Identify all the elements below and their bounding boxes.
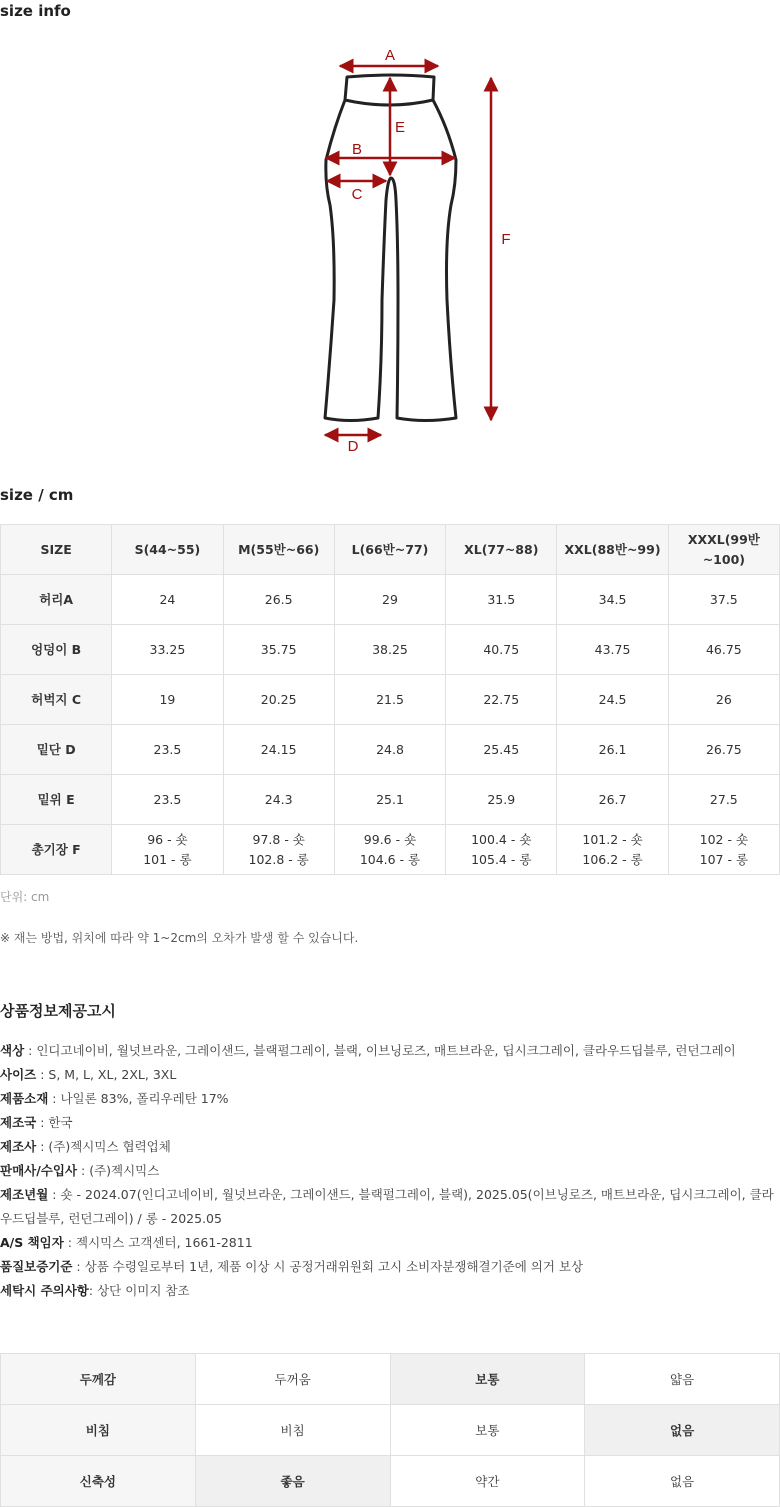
notice-sep: : <box>77 1163 90 1178</box>
product-notice-title: 상품정보제공고시 <box>0 1002 116 1020</box>
table-cell <box>334 825 445 875</box>
label-c: C <box>351 186 363 203</box>
pants-measurement-diagram <box>0 40 780 460</box>
size-info-title: size info <box>0 2 71 20</box>
measurement-arrows <box>325 66 491 435</box>
size-header-cell: XXL(88반~99) <box>557 525 668 575</box>
table-cell: 34.5 <box>557 575 668 625</box>
table-cell: 23.5 <box>112 775 223 825</box>
attribute-row <box>1 1456 780 1507</box>
table-cell: 25.1 <box>334 775 445 825</box>
notice-sep: : <box>24 1043 37 1058</box>
table-row <box>1 725 780 775</box>
notice-value: 나일론 83%, 폴리우레탄 17% <box>60 1091 229 1106</box>
table-cell: 35.75 <box>223 625 334 675</box>
row-label: 허벅지 C <box>1 675 112 725</box>
table-cell: 23.5 <box>112 725 223 775</box>
table-cell: 19 <box>112 675 223 725</box>
table-cell <box>668 825 779 875</box>
notice-label: 제조국 <box>0 1115 37 1130</box>
notice-item <box>0 1279 780 1303</box>
table-cell: 43.75 <box>557 625 668 675</box>
short-length: 97.8 - 숏 <box>252 831 305 847</box>
attribute-label: 비침 <box>1 1405 196 1456</box>
long-length: 104.6 - 롱 <box>359 851 421 867</box>
notice-item <box>0 1087 780 1111</box>
table-row <box>1 675 780 725</box>
row-label: 허리A <box>1 575 112 625</box>
short-length: 101.2 - 숏 <box>582 831 643 847</box>
notice-item <box>0 1231 780 1255</box>
table-row <box>1 575 780 625</box>
table-cell <box>223 825 334 875</box>
attribute-option-selected: 보통 <box>390 1354 585 1405</box>
table-cell: 24.8 <box>334 725 445 775</box>
table-cell: 24.5 <box>557 675 668 725</box>
table-cell: 20.25 <box>223 675 334 725</box>
long-length: 106.2 - 롱 <box>582 851 643 867</box>
label-e: E <box>394 119 406 136</box>
table-cell: 25.9 <box>446 775 557 825</box>
label-d: D <box>347 438 359 455</box>
long-length: 101 - 롱 <box>143 851 192 867</box>
notice-value: 숏 - 2024.07(인디고네이비, 월넛브라운, 그레이샌드, 블랙펄그레이, 블랙), 2025.05(이브닝로즈, 매트브라운, 딥시크그레이, 클라우드딥블루, 런던그레이) / 롱 - 2025.05 <box>0 1187 774 1226</box>
long-length: 102.8 - 롱 <box>248 851 309 867</box>
notice-item <box>0 1111 780 1135</box>
unit-note: 단위: cm <box>0 890 50 904</box>
row-label: 밑단 D <box>1 725 112 775</box>
attribute-option: 보통 <box>390 1405 585 1456</box>
notice-value: (주)젝시믹스 <box>89 1163 160 1178</box>
size-header-cell: M(55반~66) <box>223 525 334 575</box>
notice-value: 한국 <box>48 1115 73 1130</box>
table-cell: 25.45 <box>446 725 557 775</box>
attribute-option: 두꺼움 <box>195 1354 390 1405</box>
table-cell: 26.1 <box>557 725 668 775</box>
table-cell: 26.5 <box>223 575 334 625</box>
attribute-option: 얇음 <box>585 1354 780 1405</box>
notice-label: 제조년월 <box>0 1187 49 1202</box>
notice-sep: : <box>36 1139 49 1154</box>
size-header-cell: S(44~55) <box>112 525 223 575</box>
notice-label: A/S 책임자 <box>0 1235 64 1250</box>
measurement-error-note: ※ 재는 방법, 위치에 따라 약 1~2cm의 오차가 발생 할 수 있습니다. <box>0 931 359 945</box>
notice-value: 젝시믹스 고객센터, 1661-2811 <box>76 1235 253 1250</box>
notice-label: 품질보증기준 <box>0 1259 73 1274</box>
size-table <box>0 524 780 875</box>
attribute-option-selected: 없음 <box>585 1405 780 1456</box>
notice-sep: : <box>36 1115 49 1130</box>
label-b: B <box>351 141 363 158</box>
table-cell: 21.5 <box>334 675 445 725</box>
table-cell: 24.15 <box>223 725 334 775</box>
table-cell: 46.75 <box>668 625 779 675</box>
notice-item <box>0 1039 780 1063</box>
notice-label: 색상 <box>0 1043 25 1058</box>
long-length: 105.4 - 롱 <box>471 851 532 867</box>
short-length: 100.4 - 숏 <box>471 831 532 847</box>
fabric-attribute-table <box>0 1353 780 1507</box>
notice-label: 세탁시 주의사항 <box>0 1283 89 1298</box>
table-cell <box>446 825 557 875</box>
table-cell: 33.25 <box>112 625 223 675</box>
table-cell: 29 <box>334 575 445 625</box>
size-header-cell: SIZE <box>1 525 112 575</box>
notice-value: 인디고네이비, 월넛브라운, 그레이샌드, 블랙펄그레이, 블랙, 이브닝로즈, 매트브라운, 딥시크그레이, 클라우드딥블루, 런던그레이 <box>36 1043 736 1058</box>
attribute-option: 없음 <box>585 1456 780 1507</box>
short-length: 99.6 - 숏 <box>363 831 417 847</box>
table-cell <box>112 825 223 875</box>
table-cell: 38.25 <box>334 625 445 675</box>
table-cell: 40.75 <box>446 625 557 675</box>
notice-label: 판매사/수입사 <box>0 1163 78 1178</box>
table-cell: 26.75 <box>668 725 779 775</box>
notice-value: (주)젝시믹스 협력업체 <box>48 1139 171 1154</box>
attribute-option: 비침 <box>195 1405 390 1456</box>
long-length: 107 - 롱 <box>699 851 749 867</box>
notice-sep: : <box>48 1187 61 1202</box>
row-label: 엉덩이 B <box>1 625 112 675</box>
notice-item <box>0 1183 780 1231</box>
attribute-row <box>1 1405 780 1456</box>
notice-label: 사이즈 <box>0 1067 37 1082</box>
size-header-cell: XL(77~88) <box>446 525 557 575</box>
table-row-length <box>1 825 780 875</box>
attribute-label: 두께감 <box>1 1354 196 1405</box>
table-cell: 24.3 <box>223 775 334 825</box>
notice-item <box>0 1255 780 1279</box>
short-length: 102 - 숏 <box>699 831 749 847</box>
table-cell: 27.5 <box>668 775 779 825</box>
product-notice-list <box>0 1039 780 1303</box>
size-table-title: size / cm <box>0 486 74 504</box>
notice-value: S, M, L, XL, 2XL, 3XL <box>48 1067 177 1082</box>
table-cell: 37.5 <box>668 575 779 625</box>
notice-sep: : <box>36 1067 49 1082</box>
attribute-row <box>1 1354 780 1405</box>
notice-sep: : <box>63 1235 76 1250</box>
size-header-cell: XXXL(99반~100) <box>668 525 779 575</box>
notice-label: 제조사 <box>0 1139 37 1154</box>
notice-item <box>0 1159 780 1183</box>
notice-value: 상단 이미지 참조 <box>97 1283 190 1298</box>
table-cell: 26 <box>668 675 779 725</box>
table-cell: 31.5 <box>446 575 557 625</box>
label-f: F <box>501 231 511 248</box>
size-header-cell: L(66반~77) <box>334 525 445 575</box>
table-cell: 26.7 <box>557 775 668 825</box>
table-cell: 24 <box>112 575 223 625</box>
table-cell <box>557 825 668 875</box>
table-row <box>1 775 780 825</box>
attribute-label: 신축성 <box>1 1456 196 1507</box>
table-cell: 22.75 <box>446 675 557 725</box>
label-a: A <box>384 47 396 64</box>
attribute-option: 약간 <box>390 1456 585 1507</box>
row-label: 총기장 F <box>1 825 112 875</box>
notice-item <box>0 1135 780 1159</box>
size-header-row <box>1 525 780 575</box>
notice-sep: : <box>48 1091 61 1106</box>
attribute-option-selected: 좋음 <box>195 1456 390 1507</box>
table-row <box>1 625 780 675</box>
notice-sep: : <box>72 1259 85 1274</box>
notice-label: 제품소재 <box>0 1091 49 1106</box>
notice-sep: : <box>88 1283 98 1298</box>
notice-value: 상품 수령일로부터 1년, 제품 이상 시 공정거래위원회 고시 소비자분쟁해결기준에 의거 보상 <box>84 1259 584 1274</box>
short-length: 96 - 숏 <box>147 831 188 847</box>
notice-item <box>0 1063 780 1087</box>
row-label: 밑위 E <box>1 775 112 825</box>
